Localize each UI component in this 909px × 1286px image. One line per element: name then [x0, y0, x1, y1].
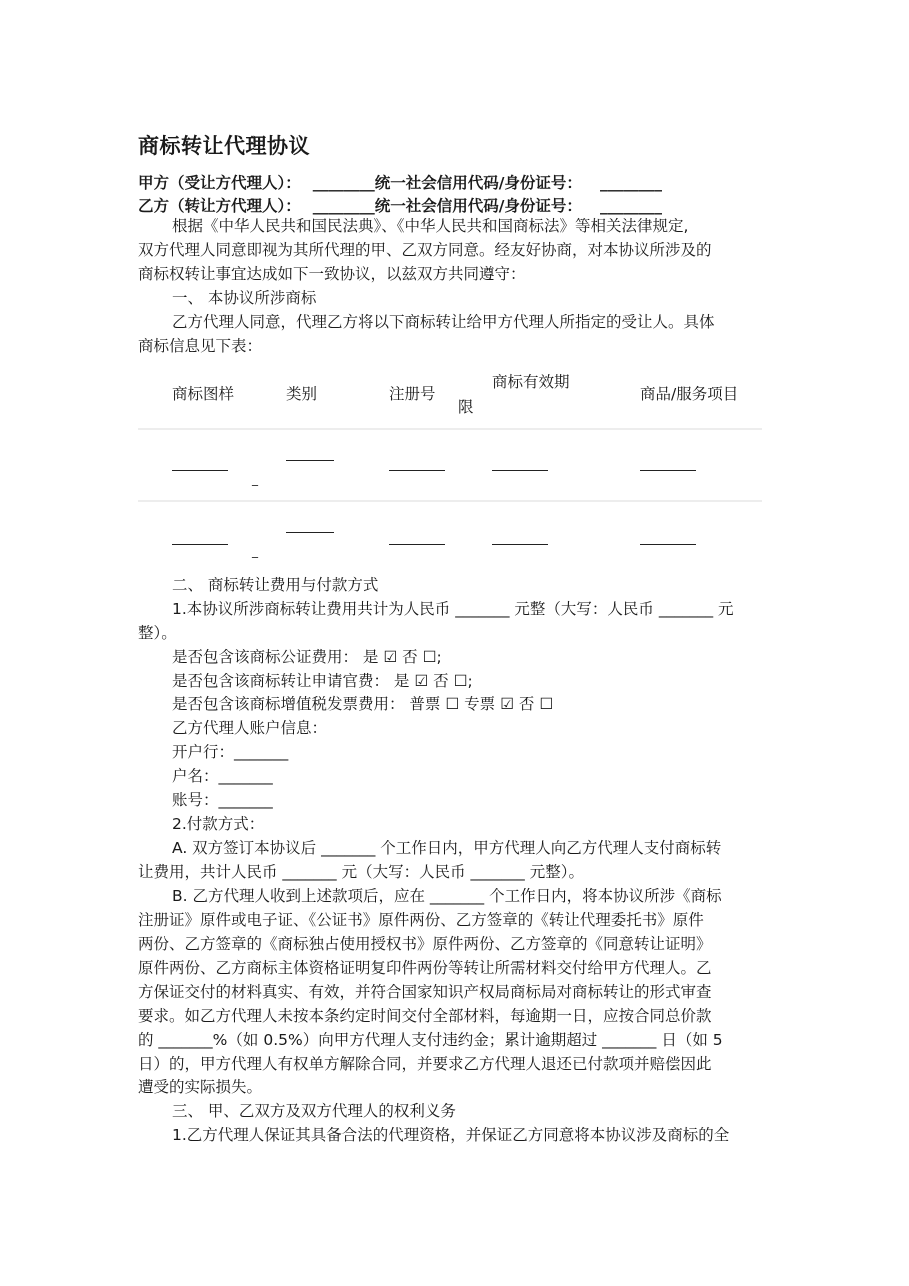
paragraph-line: 让费用，共计人民币 _______ 元（大写：人民币 _______ 元整）。 — [138, 863, 584, 881]
party-a-code-blank: ________ — [599, 174, 662, 192]
section-3-heading: 三、 甲、乙双方及双方代理人的权利义务 — [172, 1102, 456, 1120]
paragraph-line: 整）。 — [138, 624, 177, 642]
document-title: 商标转让代理协议 — [138, 134, 310, 158]
paragraph-line: 方保证交付的材料真实、有效，并符合国家知识产权局商标局对商标转让的形式审查 — [138, 983, 712, 1001]
party-b-name-blank: ________ — [312, 197, 375, 215]
blank-line — [172, 470, 228, 471]
underscore-mark: _ — [252, 472, 258, 486]
table-header-cell: 注册号 — [389, 385, 436, 403]
bank-field: 开户行：_______ — [172, 743, 289, 761]
table-header-cell: 商标有效期 — [492, 373, 570, 391]
party-b-code-label: 统一社会信用代码/身份证号： — [374, 197, 582, 215]
section-1-heading: 一、 本协议所涉商标 — [172, 289, 317, 307]
intro-line: 根据《中华人民共和国民法典》、《中华人民共和国商标法》等相关法律规定, — [172, 217, 689, 235]
paragraph-line: 原件两份、乙方商标主体资格证明复印件两份等转让所需材料交付给甲方代理人。乙 — [138, 959, 712, 977]
blank-line — [492, 470, 548, 471]
intro-line: 商标权转让事宜达成如下一致协议，以兹双方共同遵守： — [138, 265, 526, 283]
section-2-heading: 二、 商标转让费用与付款方式 — [172, 576, 379, 594]
blank-line — [286, 532, 334, 533]
party-a-line — [138, 171, 662, 193]
paragraph-line: A. 双方签订本协议后 _______ 个工作日内，甲方代理人向乙方代理人支付商标转 — [172, 839, 722, 857]
official-fee-checkbox-line: 是否包含该商标转让申请官费： 是 ☑ 否 ☐; — [172, 672, 473, 690]
party-a-name-blank: ________ — [312, 174, 375, 192]
paragraph-line: 乙方代理人同意，代理乙方将以下商标转让给甲方代理人所指定的受让人。具体 — [172, 313, 715, 331]
underscore-mark: _ — [252, 544, 258, 558]
blank-line — [640, 544, 696, 545]
account-info-label: 乙方代理人账户信息： — [172, 719, 328, 737]
party-a-label: 甲方（受让方代理人）： — [138, 174, 301, 192]
account-name-field: 户名：_______ — [172, 767, 273, 785]
intro-line: 双方代理人同意即视为其所代理的甲、乙双方同意。经友好协商，对本协议所涉及的 — [138, 241, 712, 259]
blank-line — [640, 470, 696, 471]
paragraph-line: 遭受的实际损失。 — [138, 1078, 263, 1096]
party-b-code-blank: ________ — [599, 197, 662, 215]
party-a-code-label: 统一社会信用代码/身份证号： — [374, 174, 582, 192]
paragraph-line: 日）的，甲方代理人有权单方解除合同，并要求乙方代理人退还已付款项并赔偿因此 — [138, 1055, 712, 1073]
table-header-cell-wrap: 限 — [458, 398, 474, 416]
account-number-field: 账号：_______ — [172, 791, 273, 809]
paragraph-line: 两份、乙方签章的《商标独占使用授权书》原件两份、乙方签章的《同意转让证明》 — [138, 935, 712, 953]
paragraph-line: B. 乙方代理人收到上述款项后，应在 _______ 个工作日内，将本协议所涉《商标 — [172, 887, 722, 905]
paragraph-line: 1.本协议所涉商标转让费用共计为人民币 _______ 元整（大写：人民币 _______ 元 — [172, 600, 734, 618]
blank-line — [389, 470, 445, 471]
table-header-cell: 商标图样 — [172, 385, 235, 403]
paragraph-line: 注册证》原件或电子证、《公证书》原件两份、乙方签章的《转让代理委托书》原件 — [138, 911, 704, 929]
paragraph-line: 要求。如乙方代理人未按本条约定时间交付全部材料，每逾期一日，应按合同总价款 — [138, 1007, 712, 1025]
notary-fee-checkbox-line: 是否包含该商标公证费用： 是 ☑ 否 ☐; — [172, 648, 442, 666]
paragraph-line: 的 _______%（如 0.5%）向甲方代理人支付违约金；累计逾期超过 _______ 日（如 5 — [138, 1031, 723, 1049]
table-row-divider — [138, 428, 762, 430]
party-b-line — [138, 194, 662, 216]
table-row-divider — [138, 500, 762, 502]
party-b-label: 乙方（转让方代理人）： — [138, 197, 301, 215]
paragraph-line: 商标信息见下表： — [138, 337, 263, 355]
blank-line — [172, 544, 228, 545]
blank-line — [389, 544, 445, 545]
paragraph-line: 1.乙方代理人保证其具备合法的代理资格，并保证乙方同意将本协议涉及商标的全 — [172, 1126, 730, 1144]
table-header-cell: 商品/服务项目 — [640, 385, 739, 403]
blank-line — [492, 544, 548, 545]
blank-line — [286, 460, 334, 461]
invoice-fee-checkbox-line: 是否包含该商标增值税发票费用： 普票 ☐ 专票 ☑ 否 ☐ — [172, 695, 554, 713]
table-header-cell: 类别 — [286, 385, 318, 403]
payment-method-heading: 2.付款方式： — [172, 815, 265, 833]
